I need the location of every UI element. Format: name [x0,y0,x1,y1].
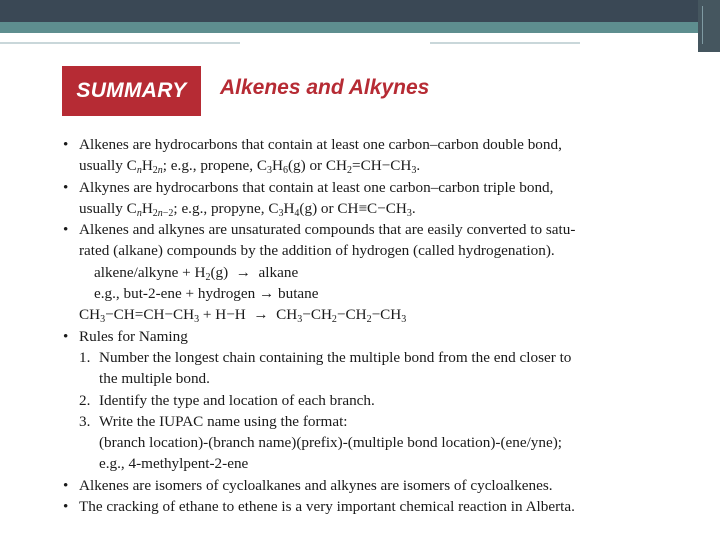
rule-1-cont: the multiple bond. [99,370,210,388]
summary-badge [62,66,201,116]
bullet-rules: • Rules for Naming [62,326,660,347]
corner-accent [698,0,720,52]
bullet-alkenes: • Alkenes are hydrocarbons that contain at least one carbon–carbon double bond, [62,134,660,155]
rule-3: 3. Write the IUPAC name using the format: [79,412,348,430]
equation-structural: $CH_3-CH=CH-CH_3 + H-H \to CH_3-CH_2-CH_2-CH_3$ [79,306,407,326]
rule-3-format: (branch location)-(branch name)(prefix)-(multiple bond location)-(ene/yne); [99,434,563,452]
rule-1: 1. Number the longest chain containing the multiple bond from the end closer to [79,348,572,366]
decorative-rule [430,42,580,44]
top-accent-bar [0,22,700,33]
summary-content [62,134,660,517]
bullet-isomers: • Alkenes are isomers of cycloalkanes and alkynes are isomers of cycloalkenes. [62,475,660,496]
bullet-alkenes-formula: usually $C_nH_{2n}$; e.g., propene, $C_3H_6(g)$ or $CH_2=CH-CH_3$. [79,157,421,177]
bullet-unsaturated: • Alkenes and alkynes are unsaturated compounds that are easily converted to satu- [62,219,660,240]
equation-general: alkene/alkyne + $H_2(g)$ → alkane [94,263,299,283]
bullet-alkynes-formula: usually $C_nH_{2n-2}$; e.g., propyne, $C_3H_4(g)$ or $CH\equiv C-CH_3$. [79,199,416,219]
equation-example: e.g., but-2-ene + hydrogen → butane [94,285,319,303]
bullet-cracking: • The cracking of ethane to ethene is a very important chemical reaction in Alberta. [62,496,660,517]
decorative-rule [0,42,240,44]
bullet-alkynes: • Alkynes are hydrocarbons that contain at least one carbon–carbon triple bond, [62,177,660,198]
summary-badge-text: SUMMARY [76,79,187,102]
bullet-unsaturated-cont: rated (alkane) compounds by the addition of hydrogen (called hydrogenation). [79,242,555,260]
top-bar [0,0,720,22]
rule-3-example: e.g., 4-methylpent-2-ene [99,455,249,473]
page-title: Alkenes and Alkynes [220,76,430,99]
rule-2: 2. Identify the type and location of each branch. [79,391,375,409]
